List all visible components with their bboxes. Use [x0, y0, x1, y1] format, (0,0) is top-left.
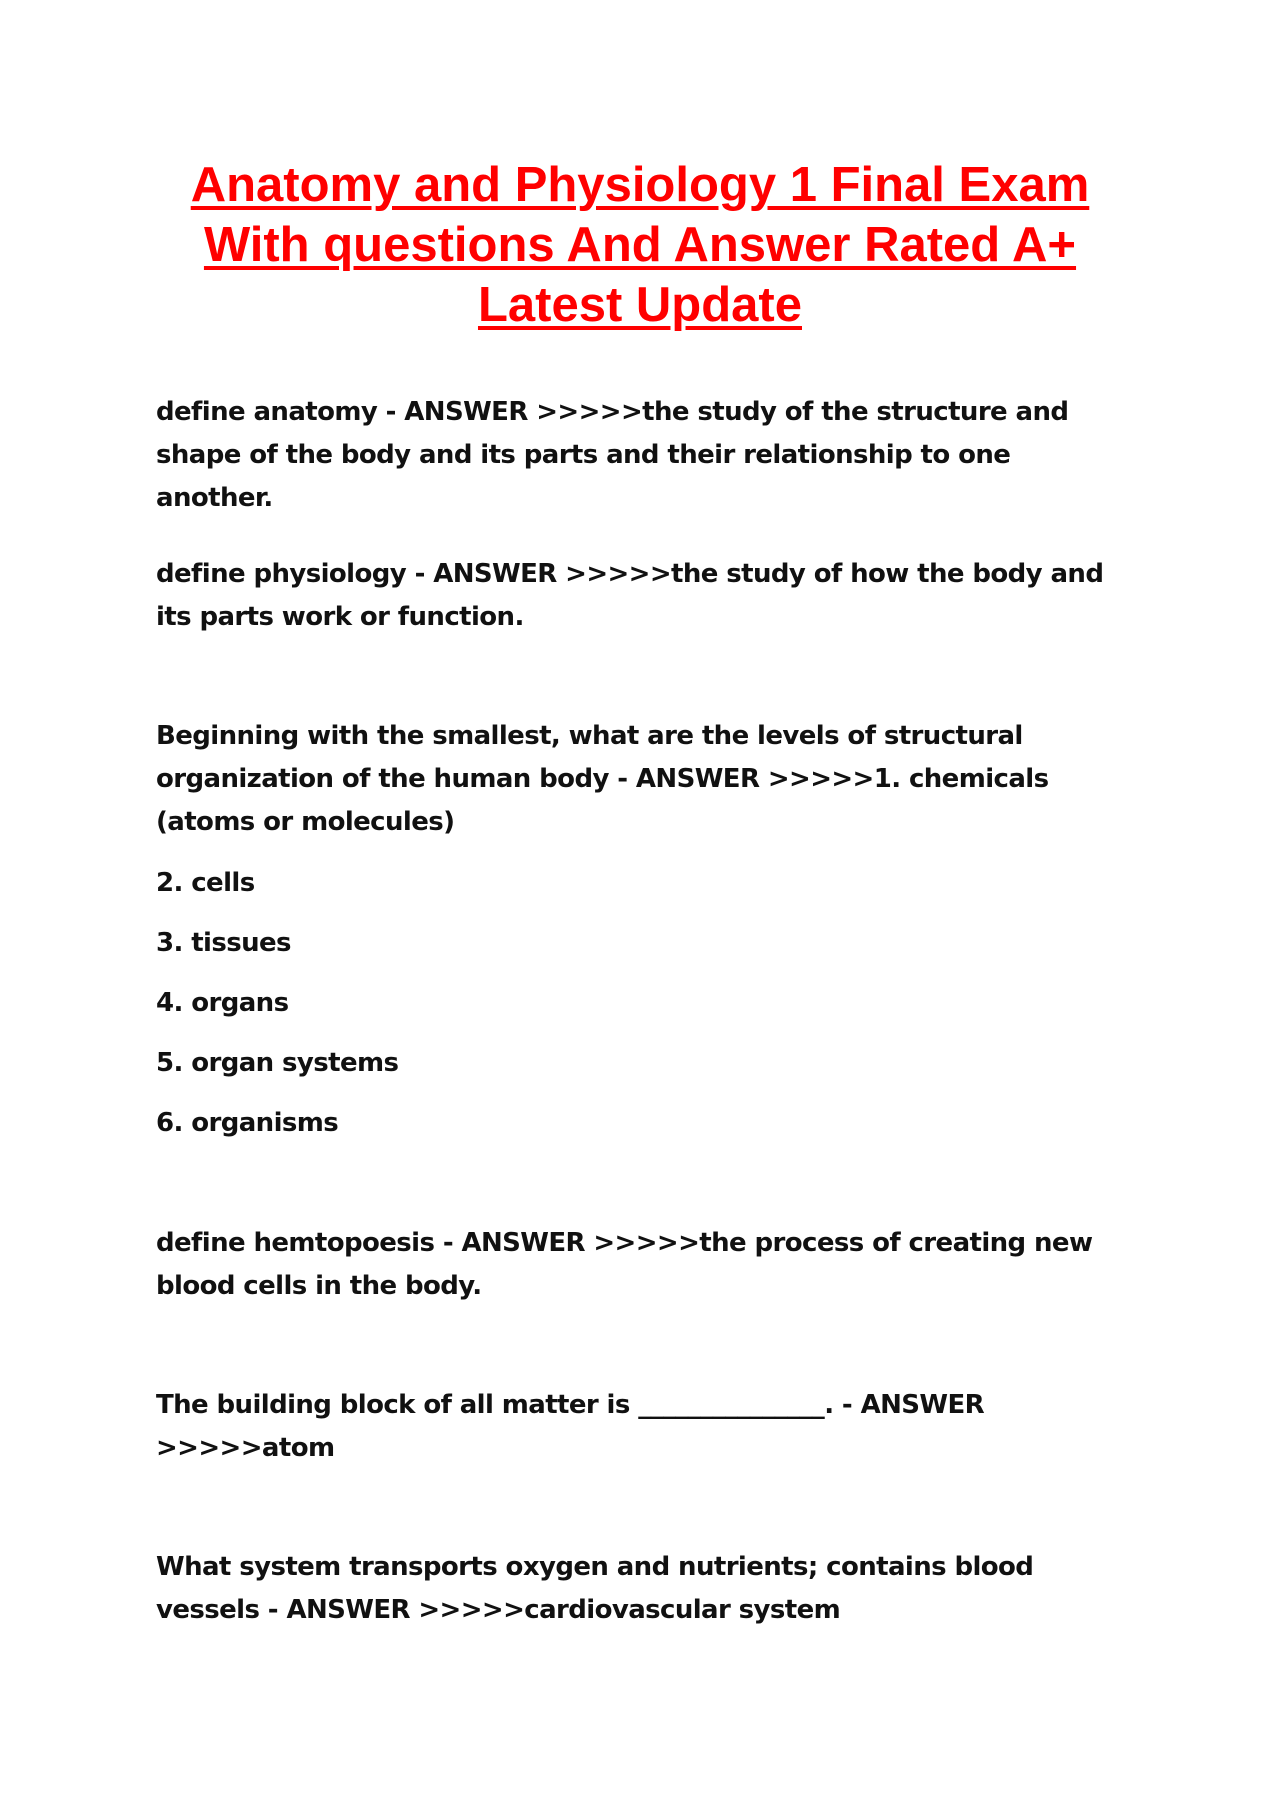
- title-line-3: Latest Update: [477, 278, 802, 332]
- qa-physiology: define physiology - ANSWER >>>>>the study of how the body and its parts work or function.: [156, 559, 1104, 632]
- title-line-1: Anatomy and Physiology 1 Final Exam: [190, 158, 1090, 212]
- list-item-organ-systems: 5. organ systems: [156, 1048, 399, 1078]
- list-item-organisms: 6. organisms: [156, 1108, 339, 1138]
- qa-anatomy: define anatomy - ANSWER >>>>>the study of the structure and shape of the body and its parts and their relationship to one another.: [156, 397, 1069, 513]
- title-line-2: With questions And Answer Rated A+: [203, 218, 1077, 272]
- qa-building-block: The building block of all matter is _______________. - ANSWER >>>>>atom: [156, 1390, 985, 1463]
- qa-cardiovascular: What system transports oxygen and nutrients; contains blood vessels - ANSWER >>>>>cardiovascular system: [156, 1552, 1034, 1625]
- document-title: [150, 155, 1130, 335]
- list-item-tissues: 3. tissues: [156, 928, 291, 958]
- list-item-cells: 2. cells: [156, 868, 255, 898]
- qa-structural-levels: Beginning with the smallest, what are the levels of structural organization of the human body - ANSWER >>>>>1. chemicals (atoms or molecules): [156, 721, 1049, 837]
- qa-hematopoiesis: define hemtopoesis - ANSWER >>>>>the process of creating new blood cells in the body.: [156, 1228, 1093, 1301]
- list-item-organs: 4. organs: [156, 988, 289, 1018]
